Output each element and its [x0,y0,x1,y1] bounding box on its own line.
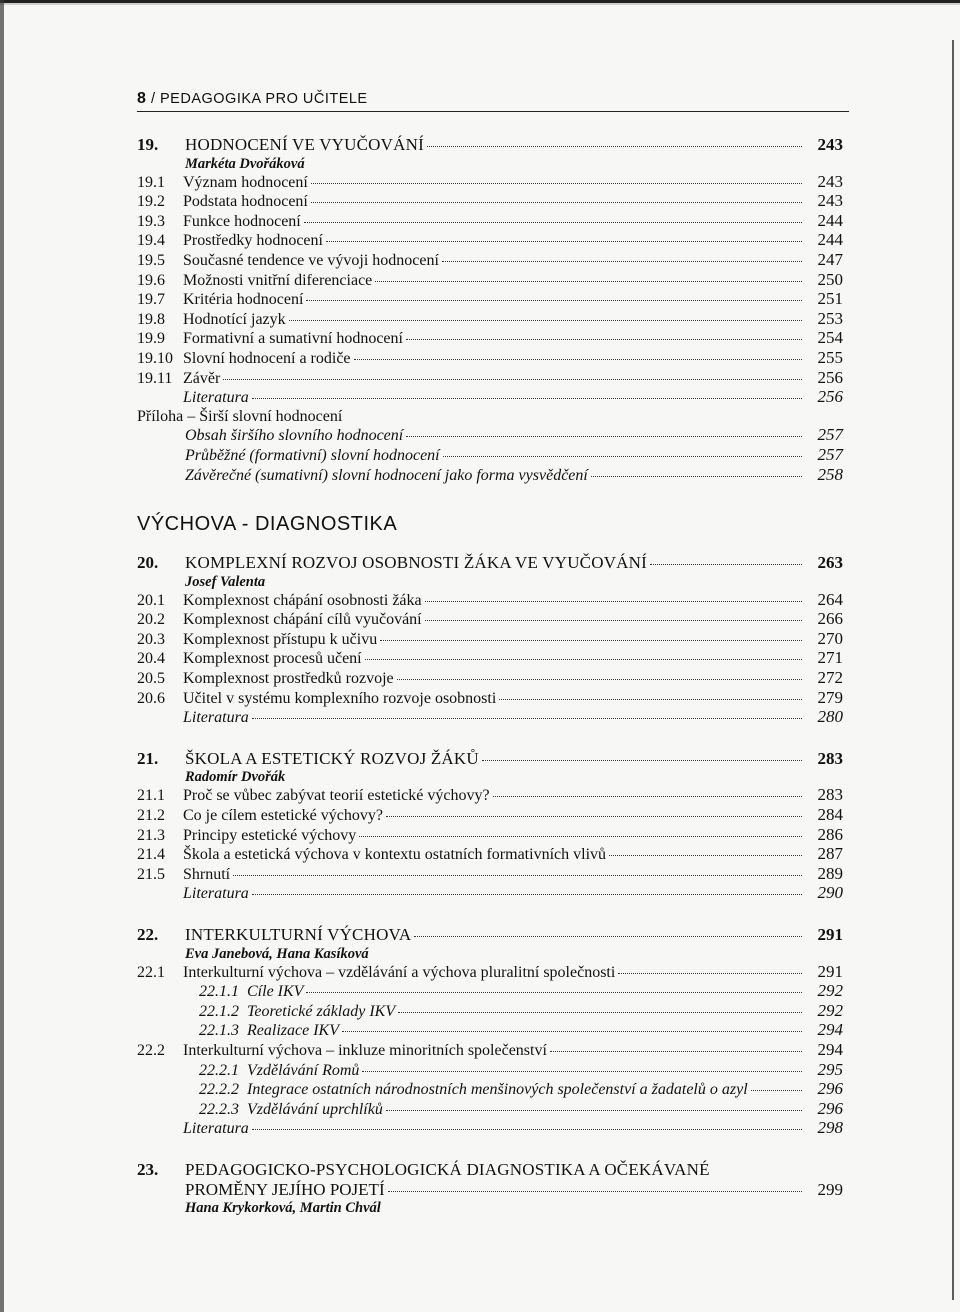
entry-page: 251 [817,289,843,309]
entry-label: Učitel v systému komplexního rozvoje osobnosti [183,689,497,707]
entry-number: 22.1.2 [199,1002,239,1020]
chapter-20-entries [137,591,865,728]
entry-number: 22.2 [137,1041,165,1059]
section-title: VÝCHOVA - DIAGNOSTIKA [137,513,398,536]
entry-number: 20.6 [137,689,165,707]
toc-entry[interactable] [137,963,865,983]
entry-page: 287 [817,844,843,864]
dot-leader [365,658,802,660]
toc-entry[interactable] [137,251,865,271]
entry-page: 253 [817,308,843,328]
toc-entry[interactable] [137,349,865,369]
dot-leader [591,475,802,477]
toc-entry[interactable] [137,271,865,291]
entry-label: Možnosti vnitřní diferenciace [183,271,373,289]
dot-leader [252,893,802,895]
dot-leader [427,145,802,147]
entry-number: 20.5 [137,670,165,688]
dot-leader [443,455,802,457]
scan-left-edge [0,0,4,1312]
chapter-19-heading[interactable] [137,136,865,155]
chapter-19-entries [137,173,865,486]
dot-leader [306,991,802,993]
entry-page: 271 [817,648,843,668]
entry-page: 257 [817,444,843,464]
book-title: PEDAGOGIKA PRO UČITELE [160,91,368,107]
entry-label: Cíle IKV [247,983,304,1001]
entry-number: 19.6 [137,271,165,289]
entry-number: 19.7 [137,291,165,309]
entry-number: 19.3 [137,212,165,230]
entry-page: 283 [817,785,843,805]
entry-label: Vzdělávání uprchlíků [247,1100,383,1118]
dot-leader [397,678,802,680]
entry-number: 22.1.3 [199,1022,239,1040]
chapter-title: HODNOCENÍ VE VYUČOVÁNÍ [185,135,424,154]
toc-subentry[interactable] [137,1061,865,1081]
entry-page: 266 [817,609,843,629]
entry-label: Škola a estetická výchova v kontextu ostatních formativních vlivů [183,846,607,864]
chapter-author: Josef Valenta [185,573,266,590]
entry-label: Funkce hodnocení [183,212,301,230]
chapter-21-heading[interactable] [137,750,865,769]
entry-page: 280 [817,707,843,727]
toc-entry[interactable] [137,310,865,330]
entry-label: Komplexnost procesů učení [183,650,362,668]
scan-top-edge [0,0,960,10]
literatura-entry[interactable] [137,388,865,408]
entry-page: 255 [817,347,843,367]
entry-number: 20.2 [137,611,165,629]
entry-label: Interkulturní výchova – inkluze minoritních společenství [183,1041,547,1059]
entry-label: ŠKOLA A ESTETICKÝ ROZVOJ ŽÁKŮ [185,748,479,768]
entry-page: 299 [817,1179,843,1199]
dot-leader [425,619,802,621]
toc-entry[interactable] [137,290,865,310]
dot-leader [550,1050,802,1052]
dot-leader [442,260,802,262]
dot-leader [252,1128,802,1130]
entry-label: Formativní a sumativní hodnocení [183,330,403,348]
dot-leader [252,717,802,719]
entry-label: Interkulturní výchova – vzdělávání a výchova pluralitní společnosti [183,963,616,981]
toc-entry[interactable] [137,845,865,865]
chapter-author: Eva Janebová, Hana Kasíková [185,945,369,962]
chapter-author: Radomír Dvořák [185,769,286,786]
entry-number: 21.5 [137,865,165,883]
entry-page: 296 [817,1079,843,1099]
dot-leader [359,835,802,837]
dot-leader [482,759,802,761]
entry-label: Vzdělávání Romů [247,1061,360,1079]
chapter-21-entries [137,786,865,904]
entry-page: 254 [817,328,843,348]
entry-number: 21.4 [137,846,165,864]
dot-leader [650,563,802,565]
dot-leader [398,1011,802,1013]
entry-number: 22.1.1 [199,983,239,1001]
entry-label: Podstata hodnocení [183,193,308,211]
entry-page: 256 [817,387,843,407]
dot-leader [326,240,802,242]
entry-page: 291 [817,925,843,944]
entry-page: 284 [817,805,843,825]
dot-leader [354,358,802,360]
dot-leader [414,935,802,937]
entry-label: Literatura [183,709,249,727]
entry-page: 244 [817,230,843,250]
dot-leader [233,874,802,876]
toc-entry[interactable] [137,591,865,611]
toc-entry[interactable] [137,630,865,650]
toc-entry[interactable] [137,689,865,709]
dot-leader [386,815,802,817]
dot-leader [493,795,802,797]
entry-page: 289 [817,863,843,883]
entry-page: 295 [817,1059,843,1079]
entry-number: 20.1 [137,591,165,609]
entry-number: 22.2.1 [199,1061,239,1079]
toc-entry[interactable] [137,806,865,826]
entry-page: 243 [817,191,843,211]
literatura-entry[interactable] [137,884,865,904]
entry-label: Hodnotící jazyk [183,310,286,328]
dot-leader [406,338,802,340]
dot-leader [362,1070,802,1072]
entry-label: Komplexnost prostředků rozvoje [183,670,394,688]
entry-page: 298 [817,1118,843,1138]
toc-entry[interactable] [137,649,865,669]
entry-label: Co je cílem estetické výchovy? [183,807,383,825]
entry-page: 296 [817,1098,843,1118]
entry-page: 279 [817,687,843,707]
entry-page: 292 [817,1000,843,1020]
entry-label: Proč se vůbec zabývat teorií estetické výchovy? [183,787,490,805]
entry-label: Obsah širšího slovního hodnocení [185,427,404,445]
dot-leader [311,182,802,184]
chapter-20-heading[interactable] [137,554,865,573]
entry-page: 283 [817,748,843,768]
chapter-23-heading[interactable] [137,1161,865,1180]
entry-label: INTERKULTURNÍ VÝCHOVA [185,925,412,944]
dot-leader [751,1089,802,1091]
entry-label: Slovní hodnocení a rodiče [183,349,351,367]
chapter-23-title-cont[interactable] [137,1180,865,1199]
chapter-number: 19. [137,135,159,154]
entry-label: Literatura [183,1120,249,1138]
entry-label: KOMPLEXNÍ ROZVOJ OSOBNOSTI ŽÁKA VE VYUČOVÁNÍ [185,553,647,573]
entry-label: Kritéria hodnocení [183,291,304,309]
entry-label: Současné tendence ve vývoji hodnocení [183,251,439,269]
toc-entry[interactable] [137,826,865,846]
running-header [137,90,849,112]
entry-page: 256 [817,367,843,387]
scan-right-edge [938,40,954,1300]
entry-label: Závěr [183,369,221,387]
entry-page: 270 [817,628,843,648]
dot-leader [311,201,802,203]
dot-leader [342,1030,802,1032]
entry-page: 294 [817,1039,843,1059]
toc-entry[interactable] [137,329,865,349]
entry-page: 263 [817,553,843,573]
dot-leader [252,397,802,399]
entry-label: Literatura [183,389,249,407]
appendix-heading: Příloha – Širší slovní hodnocení [137,407,343,425]
entry-label: Závěrečné (sumativní) slovní hodnocení jako forma vysvědčení [185,466,588,484]
entry-page: 290 [817,883,843,903]
entry-number: 19.4 [137,232,165,250]
toc-subentry[interactable] [137,1002,865,1022]
dot-leader [406,435,802,437]
toc-entry[interactable] [137,786,865,806]
entry-page: 250 [817,269,843,289]
dot-leader [386,1109,802,1111]
chapter-22-entries [137,963,865,1139]
chapter-author: Hana Krykorková, Martin Chvál [185,1199,381,1216]
entry-number: 19.9 [137,330,165,348]
entry-page: 294 [817,1020,843,1040]
literatura-entry[interactable] [137,708,865,728]
entry-label: Komplexnost chápání cílů vyučování [183,611,422,629]
entry-number: 19.10 [137,349,173,367]
entry-number: 19.2 [137,193,165,211]
entry-label: Komplexnost chápání osobnosti žáka [183,591,422,609]
toc-entry[interactable] [137,231,865,251]
entry-label: Průběžné (formativní) slovní hodnocení [185,446,440,464]
chapter-author: Markéta Dvořáková [185,155,305,172]
toc-entry[interactable] [137,192,865,212]
dot-leader [306,299,802,301]
toc-subentry[interactable] [137,1100,865,1120]
entry-page: 286 [817,824,843,844]
toc-subentry[interactable] [137,982,865,1002]
toc-subentry[interactable] [137,1080,865,1100]
dot-leader [223,378,802,380]
toc-entry[interactable] [137,369,865,389]
entry-number: 19.5 [137,251,165,269]
entry-label: PROMĚNY JEJÍHO POJETÍ [185,1179,385,1199]
entry-label: Význam hodnocení [183,173,308,191]
dot-leader [388,1190,802,1192]
toc-entry[interactable] [137,669,865,689]
dot-leader [499,698,802,700]
toc-page [137,90,865,1217]
entry-page: 247 [817,249,843,269]
chapter-page: 243 [817,135,843,154]
entry-number: 19.11 [137,369,173,387]
toc-entry[interactable] [137,466,865,486]
entry-number: 23. [137,1159,159,1179]
entry-page: 244 [817,210,843,230]
toc-entry[interactable] [137,1041,865,1061]
entry-label: Integrace ostatních národnostních menšinových společenství a žadatelů o azyl [247,1081,748,1099]
chapter-22-heading[interactable] [137,926,865,945]
entry-label: Komplexnost přístupu k učivu [183,630,378,648]
entry-label: Literatura [183,885,249,903]
entry-label: Shrnutí [183,865,231,883]
dot-leader [304,221,802,223]
toc-subentry[interactable] [137,1021,865,1041]
toc-entry[interactable] [137,865,865,885]
literatura-entry[interactable] [137,1119,865,1139]
dot-leader [380,639,802,641]
entry-page: 258 [817,464,843,484]
entry-number: 22.2.3 [199,1100,239,1118]
entry-number: 21.2 [137,807,165,825]
entry-number: 20. [137,553,159,573]
toc-entry[interactable] [137,212,865,232]
entry-number: 21.1 [137,787,165,805]
entry-label: PEDAGOGICKO-PSYCHOLOGICKÁ DIAGNOSTIKA A OČEKÁVANÉ [185,1159,710,1179]
entry-number: 22.2.2 [199,1081,239,1099]
entry-page: 243 [817,171,843,191]
entry-page: 291 [817,961,843,981]
entry-page: 272 [817,668,843,688]
toc-entry[interactable] [137,426,865,446]
entry-label: Principy estetické výchovy [183,826,357,844]
entry-label: Teoretické základy IKV [247,1002,396,1020]
entry-label: Realizace IKV [247,1022,339,1040]
page-number: 8 [137,90,147,107]
entry-page: 292 [817,981,843,1001]
entry-number: 19.1 [137,173,165,191]
entry-number: 19.8 [137,310,165,328]
dot-leader [289,319,802,321]
entry-number: 21.3 [137,826,165,844]
toc-entry[interactable] [137,610,865,630]
entry-page: 264 [817,589,843,609]
dot-leader [425,600,802,602]
entry-label: Prostředky hodnocení [183,232,323,250]
entry-number: 20.4 [137,650,165,668]
dot-leader [618,972,802,974]
entry-page: 257 [817,425,843,445]
entry-number: 22. [137,925,159,944]
header-separator: / [150,91,156,107]
toc-entry[interactable] [137,446,865,466]
toc-entry[interactable] [137,173,865,193]
dot-leader [609,854,802,856]
dot-leader [375,280,802,282]
entry-number: 21. [137,748,159,768]
entry-number: 22.1 [137,963,165,981]
entry-number: 20.3 [137,630,165,648]
